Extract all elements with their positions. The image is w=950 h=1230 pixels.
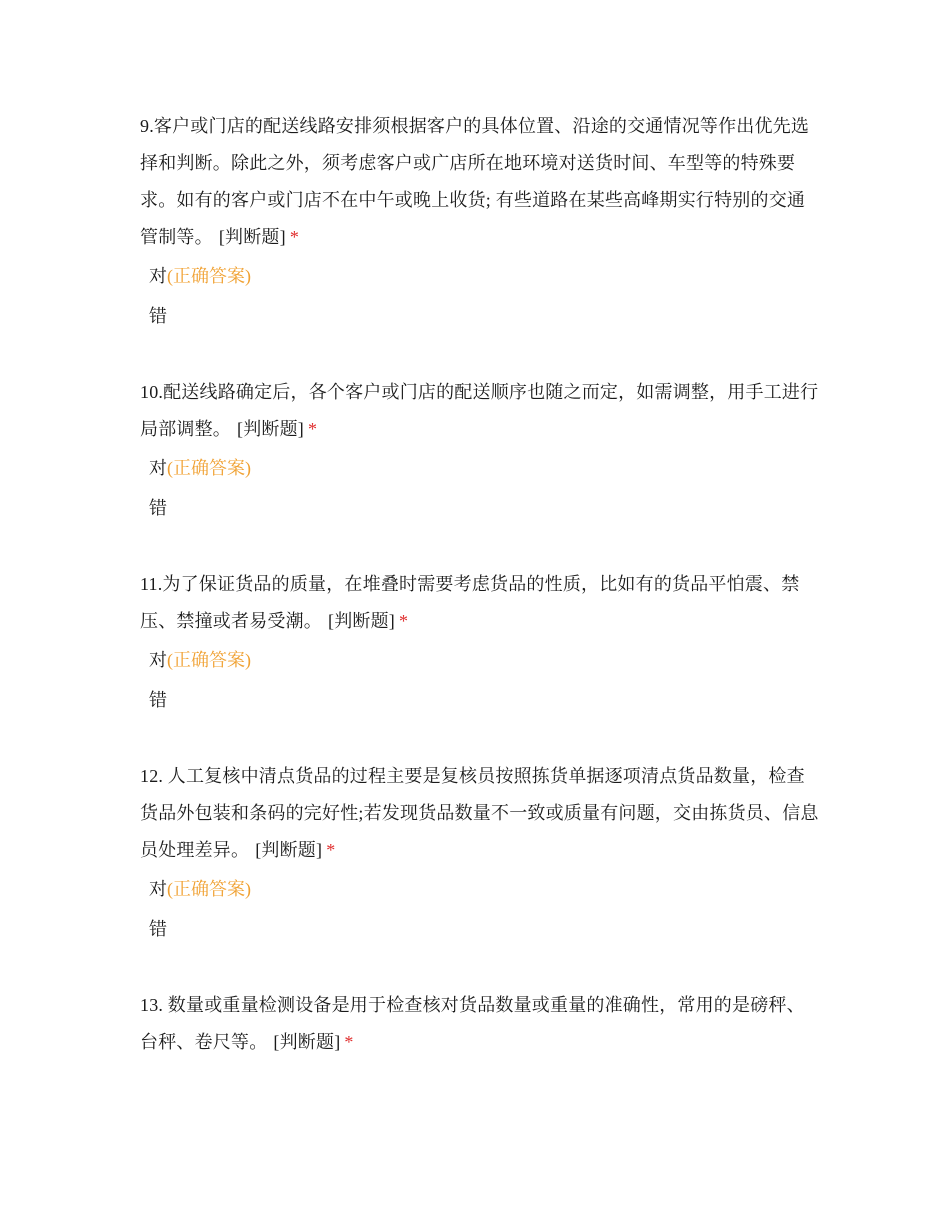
question-type-label: [判断题] xyxy=(273,1032,341,1052)
correct-answer-mark: (正确答案) xyxy=(167,458,251,478)
option-label: 对 xyxy=(149,458,167,478)
questionnaire-page xyxy=(140,108,820,1061)
question-stem: 13. 数量或重量检测设备是用于检查核对货品数量或重量的准确性，常用的是磅秤、台秤、卷尺等。 xyxy=(140,995,805,1052)
question-spacer xyxy=(140,957,820,987)
required-star: * xyxy=(326,840,336,860)
question-type-label: [判断题] xyxy=(218,227,286,247)
correct-answer-mark: (正确答案) xyxy=(167,879,251,899)
question-type-label: [判断题] xyxy=(255,840,323,860)
required-star: * xyxy=(308,419,318,439)
question-text xyxy=(140,987,820,1061)
option-label: 对 xyxy=(149,879,167,899)
question-9 xyxy=(140,108,820,328)
required-star: * xyxy=(289,227,300,247)
correct-answer-mark: (正确答案) xyxy=(167,266,251,286)
option-true[interactable] xyxy=(149,264,820,288)
question-spacer xyxy=(140,536,820,566)
option-label: 错 xyxy=(149,498,167,518)
option-label: 错 xyxy=(149,306,167,326)
required-star: * xyxy=(344,1032,354,1052)
question-13 xyxy=(140,987,820,1061)
option-label: 对 xyxy=(149,650,167,670)
question-stem: 9.客户或门店的配送线路安排须根据客户的具体位置、沿途的交通情况等作出优先选择和判断。除此之外，须考虑客户或广店所在地环境对送货时间、车型等的特殊要求。如有的客户或门店不在中午或晚上收货; 有些道路在某些高峰期实行特别的交通管制等。 xyxy=(140,116,810,247)
answer-options xyxy=(149,648,820,712)
option-label: 对 xyxy=(149,266,167,286)
question-text xyxy=(140,758,820,869)
answer-options xyxy=(149,456,820,520)
question-stem: 11.为了保证货品的质量，在堆叠时需要考虑货品的性质，比如有的货品平怕震、禁压、禁撞或者易受潮。 xyxy=(140,574,800,631)
option-false[interactable] xyxy=(149,688,820,712)
required-star: * xyxy=(399,611,409,631)
question-type-label: [判断题] xyxy=(237,419,304,439)
option-true[interactable] xyxy=(149,456,820,480)
option-true[interactable] xyxy=(149,877,820,901)
question-12 xyxy=(140,758,820,941)
question-text xyxy=(140,108,820,256)
answer-options xyxy=(149,877,820,941)
question-text xyxy=(140,374,820,448)
option-label: 错 xyxy=(149,690,167,710)
answer-options xyxy=(149,264,820,328)
question-11 xyxy=(140,566,820,712)
question-type-label: [判断题] xyxy=(328,611,395,631)
question-stem: 12. 人工复核中清点货品的过程主要是复核员按照拣货单据逐项清点货品数量，检查货品外包装和条码的完好性;若发现货品数量不一致或质量有问题，交由拣货员、信息员处理差异。 xyxy=(140,766,819,860)
question-10 xyxy=(140,374,820,520)
question-text xyxy=(140,566,820,640)
option-false[interactable] xyxy=(149,917,820,941)
question-stem: 10.配送线路确定后，各个客户或门店的配送顺序也随之而定，如需调整，用手工进行局部调整。 xyxy=(140,382,819,439)
option-false[interactable] xyxy=(149,304,820,328)
option-false[interactable] xyxy=(149,496,820,520)
correct-answer-mark: (正确答案) xyxy=(167,650,251,670)
option-true[interactable] xyxy=(149,648,820,672)
option-label: 错 xyxy=(149,919,167,939)
question-spacer xyxy=(140,344,820,374)
question-spacer xyxy=(140,728,820,758)
